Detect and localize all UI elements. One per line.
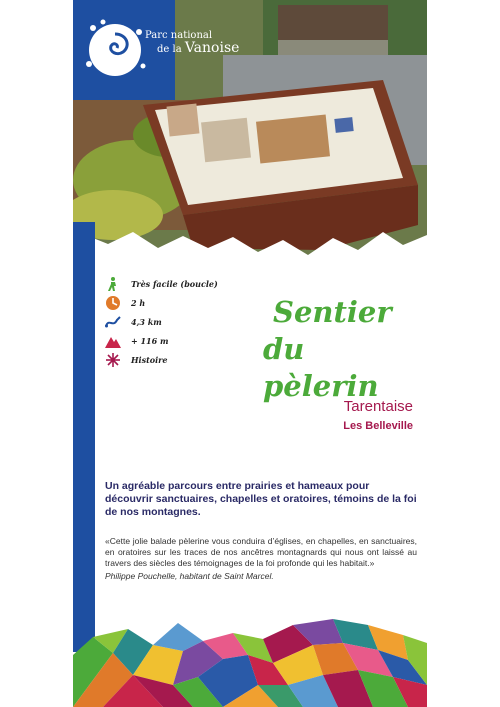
mountain-mosaic bbox=[73, 615, 427, 707]
side-strip bbox=[73, 222, 95, 652]
info-distance-text: 4,3 km bbox=[131, 316, 162, 327]
intro-paragraph: Un agréable parcours entre prairies et hameaux pour découvrir sanctuaires, chapelles et oratoires, témoins de la foi de nos montagnes. bbox=[105, 480, 417, 518]
info-elevation-text: + 116 m bbox=[131, 335, 169, 346]
info-difficulty-text: Très facile (boucle) bbox=[131, 278, 218, 289]
hiker-icon bbox=[105, 276, 121, 292]
trail-title-line1: Sentier bbox=[273, 295, 392, 329]
info-distance bbox=[105, 312, 218, 331]
park-name-main: Vanoise bbox=[184, 40, 240, 56]
info-elevation bbox=[105, 331, 218, 350]
trail-title bbox=[261, 294, 427, 405]
heritage-icon bbox=[105, 352, 121, 368]
park-name-prefix: de la bbox=[157, 44, 182, 55]
park-logo-icon bbox=[81, 14, 151, 84]
quote-paragraph: «Cette jolie balade pèlerine vous conduira d’églises, en chapelles, en sanctuaires, en oratoires sur les traces de nos ancêtres montagnards qui nous ont laissé au travers des siècles des témoignages de la foi profonde qui les habitait.» bbox=[105, 536, 417, 568]
info-theme bbox=[105, 350, 218, 369]
subregion-name: Les Belleville bbox=[343, 420, 413, 432]
mountain-icon bbox=[105, 333, 121, 349]
distance-icon bbox=[105, 314, 121, 330]
info-duration bbox=[105, 293, 218, 312]
info-duration-text: 2 h bbox=[131, 297, 146, 308]
clock-icon bbox=[105, 295, 121, 311]
info-difficulty bbox=[105, 274, 218, 293]
trail-info-list bbox=[105, 274, 218, 369]
quote-author: Philippe Pouchelle, habitant de Saint Marcel. bbox=[105, 571, 274, 581]
brochure-page bbox=[73, 0, 427, 707]
info-theme-text: Histoire bbox=[131, 354, 168, 365]
trail-title-line2: du pèlerin bbox=[263, 332, 379, 403]
park-name-line1: Parc national bbox=[145, 30, 213, 41]
park-name-line2 bbox=[145, 42, 239, 56]
park-logo-box bbox=[73, 0, 240, 100]
park-name bbox=[145, 30, 239, 56]
region-name: Tarentaise bbox=[343, 398, 413, 415]
